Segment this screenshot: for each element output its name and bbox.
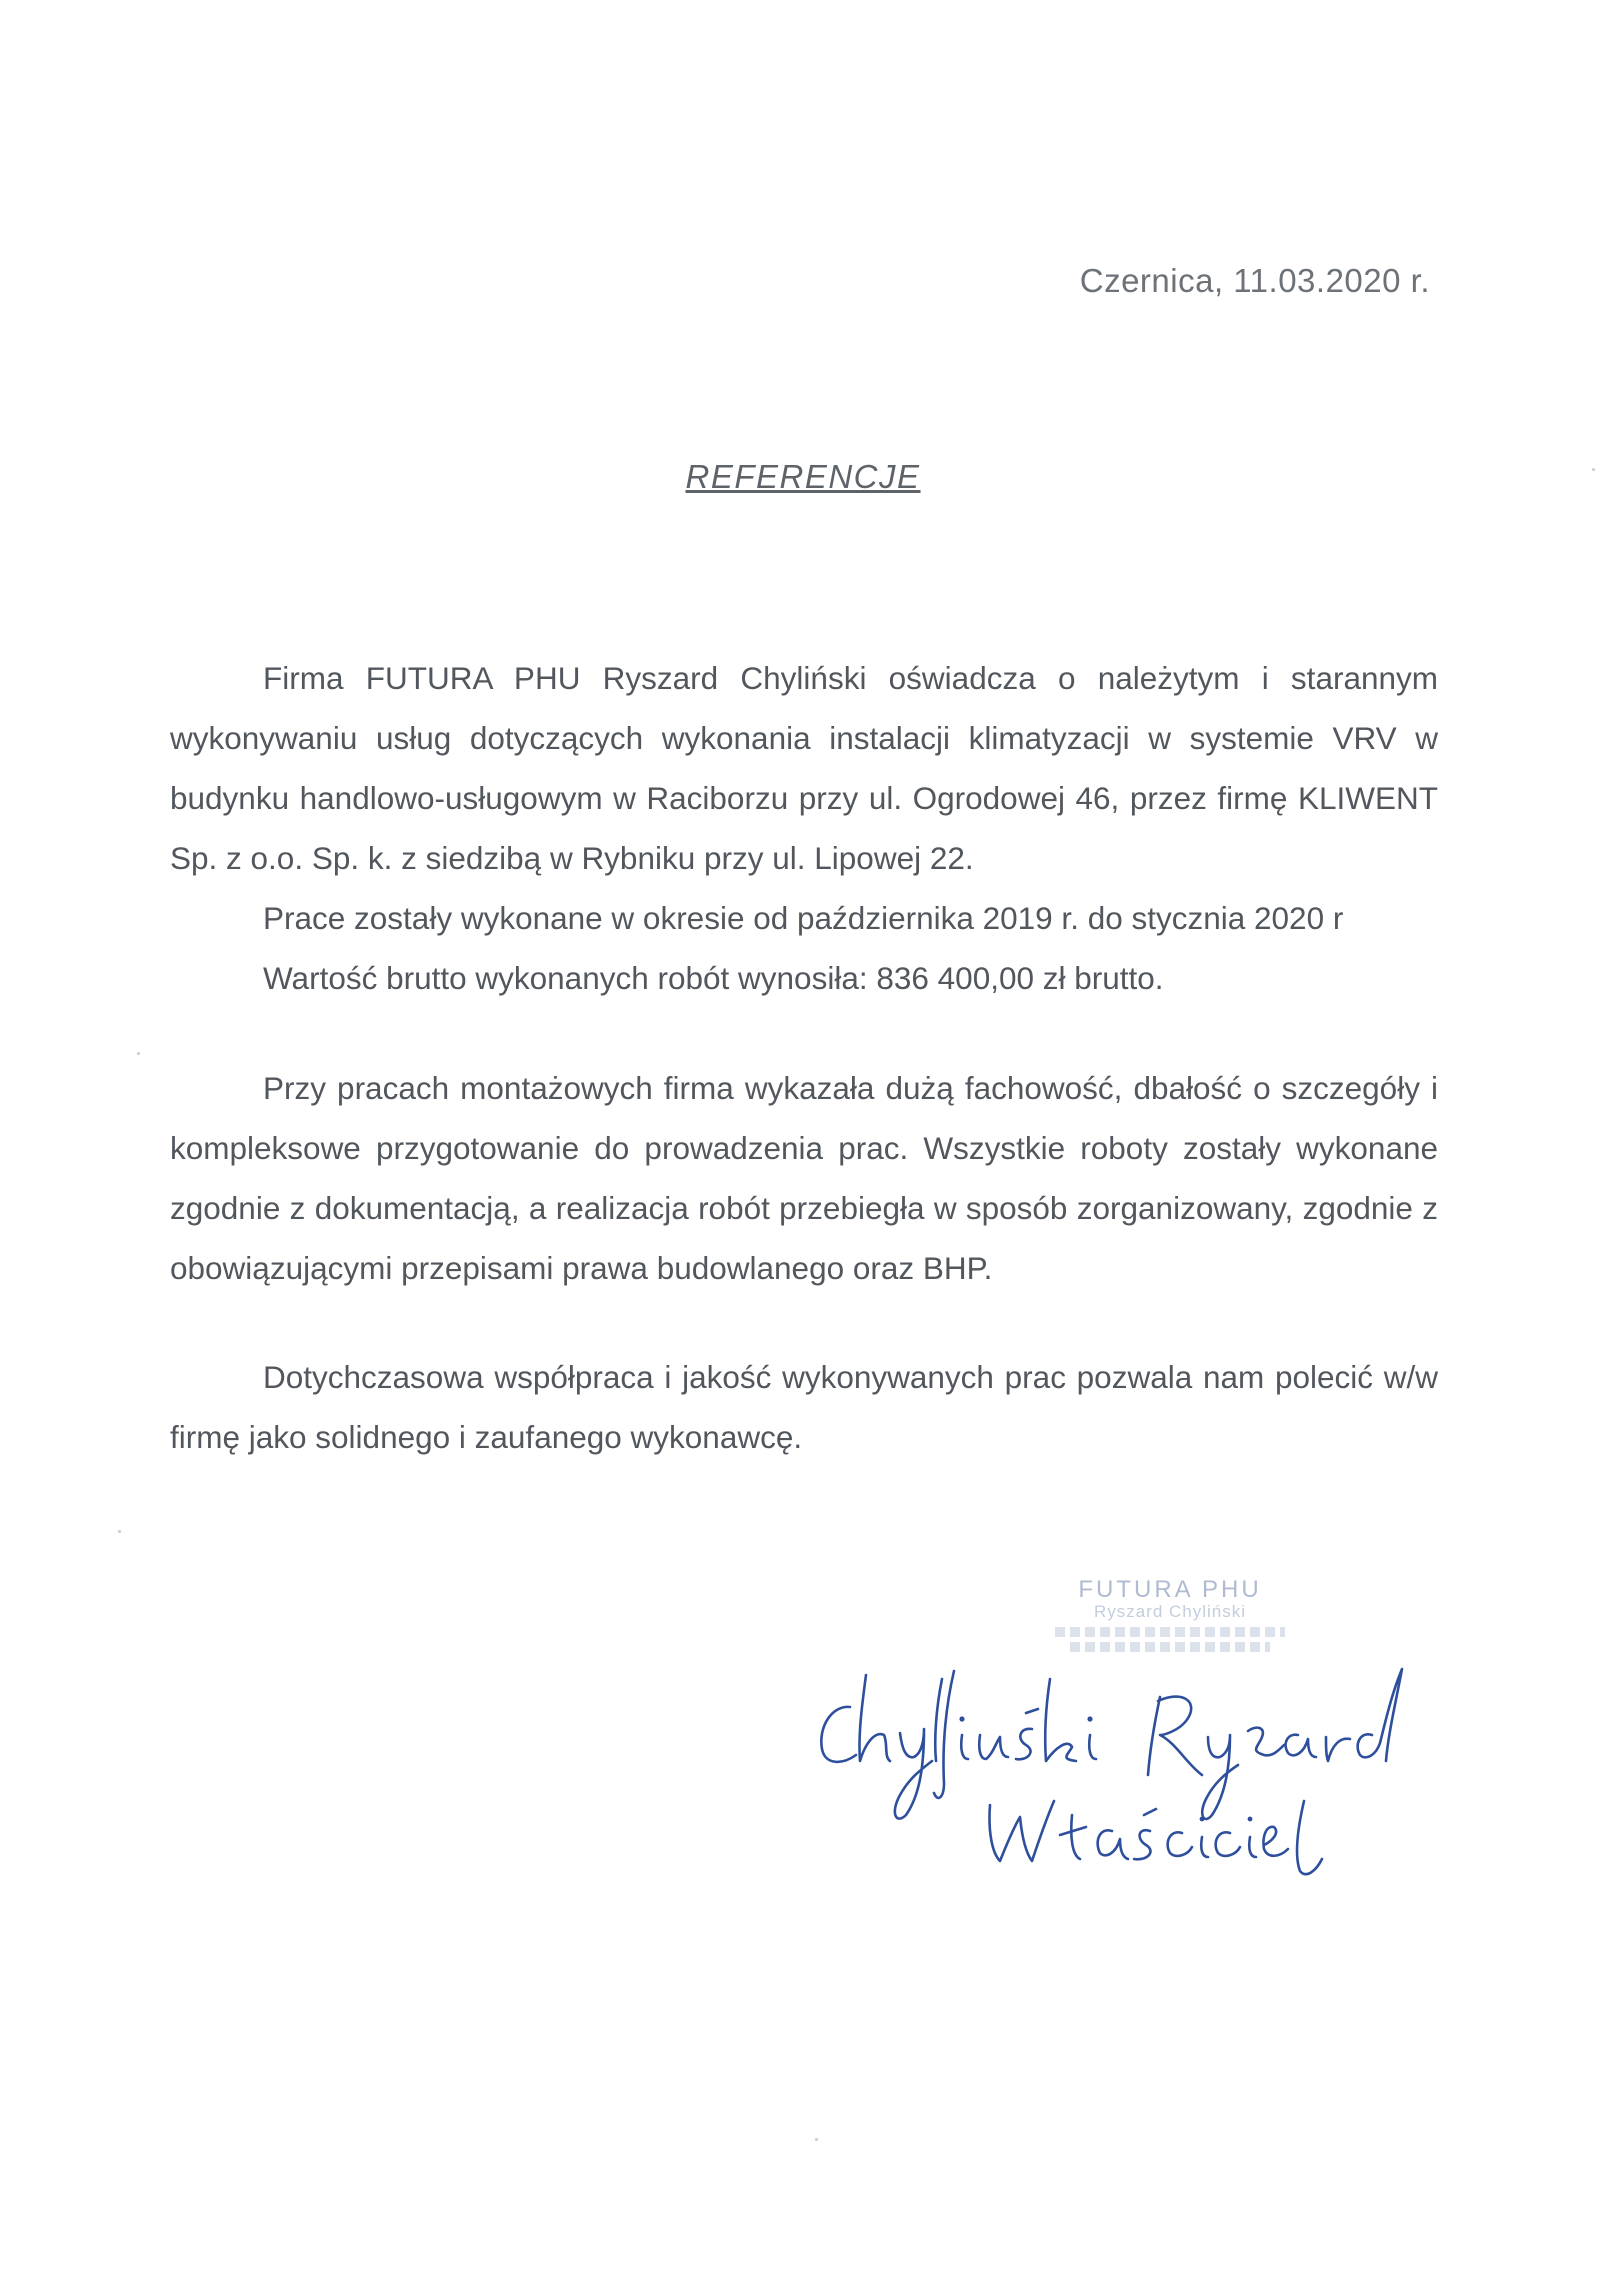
document-title: REFERENCJE	[685, 458, 921, 495]
scan-speck	[1592, 468, 1595, 471]
handwritten-signature	[810, 1665, 1470, 1895]
paragraph-recommendation-block	[170, 1347, 1438, 1467]
stamp-id-line	[1070, 1642, 1270, 1652]
scan-speck	[118, 1530, 121, 1533]
paragraph-recommendation: Dotychczasowa współpraca i jakość wykonywanych prac pozwala nam polecić w/w firmę jako solidnego i zaufanego wykonawcę.	[170, 1359, 1438, 1455]
company-stamp	[1010, 1576, 1330, 1652]
paragraph-engagement	[170, 648, 1438, 1008]
scan-speck	[815, 2138, 818, 2141]
paragraph-scope-of-work: Firma FUTURA PHU Ryszard Chyliński oświadcza o należytym i starannym wykonywaniu usług dotyczących wykonania instalacji klimatyzacji w systemie VRV w budynku handlowo-usługowym w Raciborzu przy ul. Ogrodowej 46, przez firmę KLIWENT Sp. z o.o. Sp. k. z siedzibą w Rybniku przy ul. Lipowej 22.	[170, 660, 1438, 876]
paragraph-work-period: Prace zostały wykonane w okresie od października 2019 r. do stycznia 2020 r	[263, 900, 1344, 936]
stamp-address-line	[1055, 1627, 1285, 1637]
paragraph-work-value: Wartość brutto wykonanych robót wynosiła: 836 400,00 zł brutto.	[263, 960, 1164, 996]
paragraph-quality-assessment: Przy pracach montażowych firma wykazała dużą fachowość, dbałość o szczegóły i kompleksowe przygotowanie do prowadzenia prac. Wszystkie roboty zostały wykonane zgodnie z dokumentacją, a realizacja robót przebiegła w sposób zorganizowany, zgodnie z obowiązującymi przepisami prawa budowlanego oraz BHP.	[170, 1070, 1438, 1286]
paragraph-quality-assessment-block	[170, 1058, 1438, 1298]
stamp-company-name: FUTURA PHU	[1078, 1576, 1262, 1603]
place-date: Czernica, 11.03.2020 r.	[1079, 262, 1430, 299]
stamp-owner-name: Ryszard Chyliński	[1093, 1602, 1247, 1621]
scan-speck	[137, 1052, 140, 1055]
